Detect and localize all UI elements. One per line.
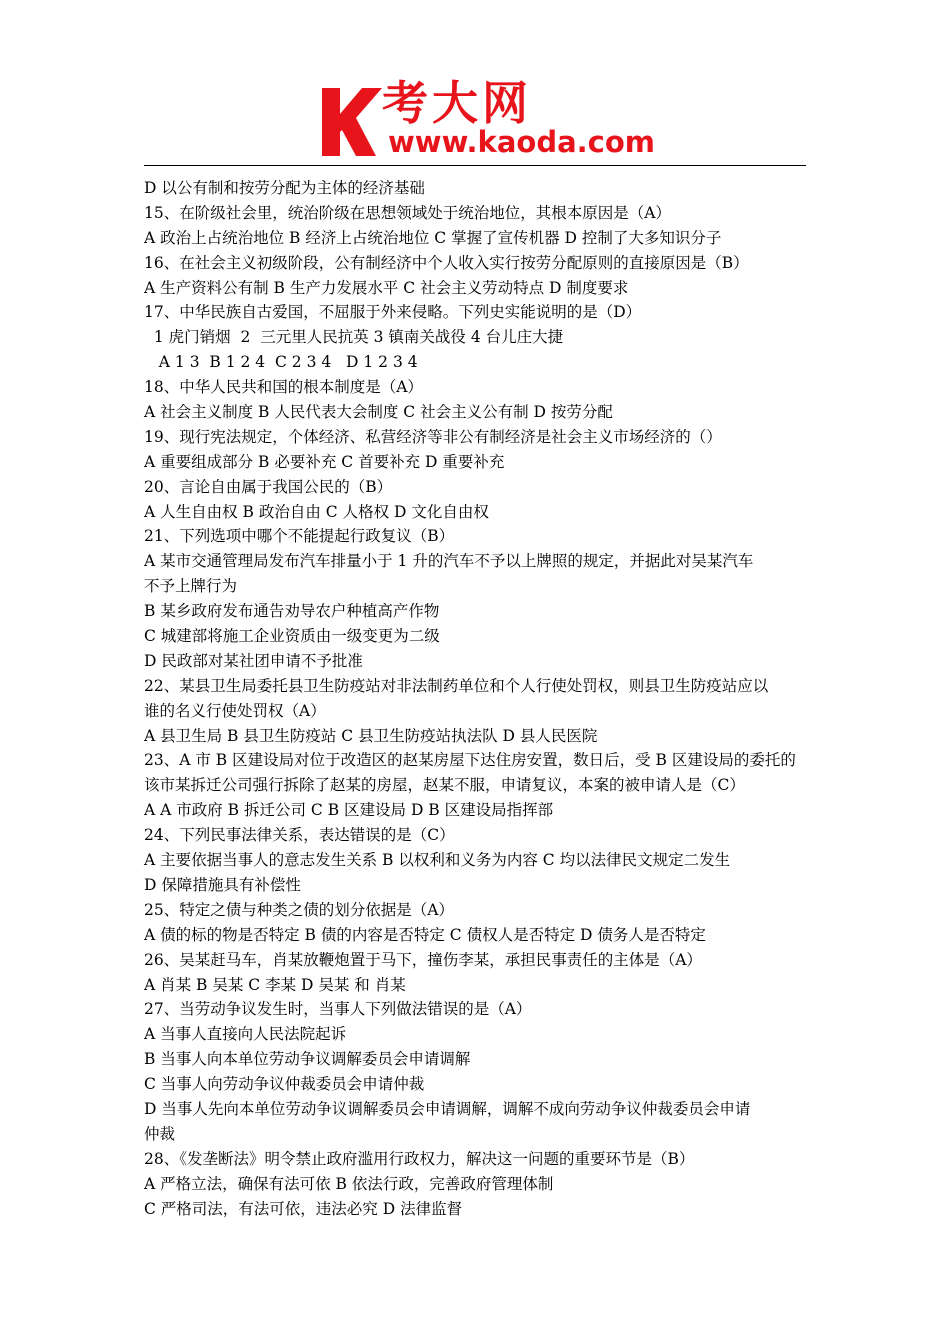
text-line: 27、当劳动争议发生时，当事人下列做法错误的是（A） <box>144 1000 532 1019</box>
text-line: A 县卫生局 B 县卫生防疫站 C 县卫生防疫站执法队 D 县人民医院 <box>144 726 598 745</box>
text-line: 不予上牌行为 <box>144 577 238 596</box>
text-line: 仲裁 <box>144 1124 176 1143</box>
text-line: 1 虎门销烟 2 三元里人民抗英 3 镇南关战役 4 台儿庄大捷 <box>144 328 564 347</box>
page-header <box>0 0 950 170</box>
logo-url-text: www.kaoda.com <box>388 125 655 159</box>
text-line: 22、某县卫生局委托县卫生防疫站对非法制药单位和个人行使处罚权，则县卫生防疫站应以 <box>144 676 769 695</box>
text-line: A A 市政府 B 拆迁公司 C B 区建设局 D B 区建设局指挥部 <box>144 801 554 820</box>
text-line: 谁的名义行使处罚权（A） <box>144 701 326 720</box>
text-line: C 城建部将施工企业资质由一级变更为二级 <box>144 627 440 646</box>
text-line: 23、A 市 B 区建设局对位于改造区的赵某房屋下达住房安置，数日后，受 B 区建设局的委托的 <box>144 751 796 770</box>
text-line: 16、在社会主义初级阶段，公有制经济中个人收入实行按劳分配原则的直接原因是（B） <box>144 253 749 272</box>
text-line: 20、言论自由属于我国公民的（B） <box>144 477 393 496</box>
text-line: C 严格司法，有法可依，违法必究 D 法律监督 <box>144 1199 463 1218</box>
header-divider <box>144 165 806 166</box>
text-line: 18、中华人民共和国的根本制度是（A） <box>144 378 423 397</box>
text-line: D 当事人先向本单位劳动争议调解委员会申请调解，调解不成向劳动争议仲裁委员会申请 <box>144 1099 751 1118</box>
text-line: A 1 3 B 1 2 4 C 2 3 4 D 1 2 3 4 <box>144 353 418 372</box>
kaoda-logo <box>316 76 655 162</box>
text-line: A 社会主义制度 B 人民代表大会制度 C 社会主义公有制 D 按劳分配 <box>144 403 613 422</box>
text-line: A 政治上占统治地位 B 经济上占统治地位 C 掌握了宣传机器 D 控制了大多知识分子 <box>144 228 722 247</box>
text-line: D 民政部对某社团申请不予批准 <box>144 651 363 670</box>
text-line: 17、中华民族自古爱国，不屈服于外来侵略。下列史实能说明的是（D） <box>144 303 642 322</box>
text-line: A 主要依据当事人的意志发生关系 B 以权利和义务为内容 C 均以法律民文规定二发生 <box>144 851 731 870</box>
text-line: 28、《发垄断法》明令禁止政府滥用行政权力，解决这一问题的重要环节是（B） <box>144 1149 695 1168</box>
text-line: B 当事人向本单位劳动争议调解委员会申请调解 <box>144 1050 471 1069</box>
text-line: A 当事人直接向人民法院起诉 <box>144 1025 347 1044</box>
text-line: A 生产资料公有制 B 生产力发展水平 C 社会主义劳动特点 D 制度要求 <box>144 278 629 297</box>
text-line: 26、吴某赶马车，肖某放鞭炮置于马下，撞伤李某，承担民事责任的主体是（A） <box>144 950 702 969</box>
text-line: A 严格立法，确保有法可依 B 依法行政，完善政府管理体制 <box>144 1174 554 1193</box>
text-line: A 人生自由权 B 政治自由 C 人格权 D 文化自由权 <box>144 502 489 521</box>
text-line: 19、现行宪法规定，个体经济、私营经济等非公有制经济是社会主义市场经济的（） <box>144 427 722 446</box>
text-line: A 重要组成部分 B 必要补充 C 首要补充 D 重要补充 <box>144 452 505 471</box>
text-line: D 以公有制和按劳分配为主体的经济基础 <box>144 179 425 197</box>
text-line: C 当事人向劳动争议仲裁委员会申请仲裁 <box>144 1075 425 1094</box>
text-line: 21、下列选项中哪个不能提起行政复议（B） <box>144 527 455 546</box>
text-line: D 保障措施具有补偿性 <box>144 875 301 894</box>
text-line: 15、在阶级社会里，统治阶级在思想领域处于统治地位，其根本原因是（A） <box>144 203 671 222</box>
text-line: 25、特定之债与种类之债的划分依据是（A） <box>144 900 454 919</box>
text-line: 24、下列民事法律关系，表达错误的是（C） <box>144 826 455 845</box>
text-line: A 肖某 B 吴某 C 李某 D 吴某 和 肖某 <box>144 975 406 994</box>
text-line: A 某市交通管理局发布汽车排量小于 1 升的汽车不予以上牌照的规定，并据此对吴某汽车 <box>144 552 754 571</box>
logo-chinese-text: 考大网 <box>382 76 532 130</box>
text-line: B 某乡政府发布通告劝导农户种植高产作物 <box>144 602 440 621</box>
text-line: 该市某拆迁公司强行拆除了赵某的房屋，赵某不服，申请复议，本案的被申请人是（C） <box>144 776 745 795</box>
text-line: A 债的标的物是否特定 B 债的内容是否特定 C 债权人是否特定 D 债务人是否特定 <box>144 925 706 944</box>
document-body <box>144 176 808 1221</box>
